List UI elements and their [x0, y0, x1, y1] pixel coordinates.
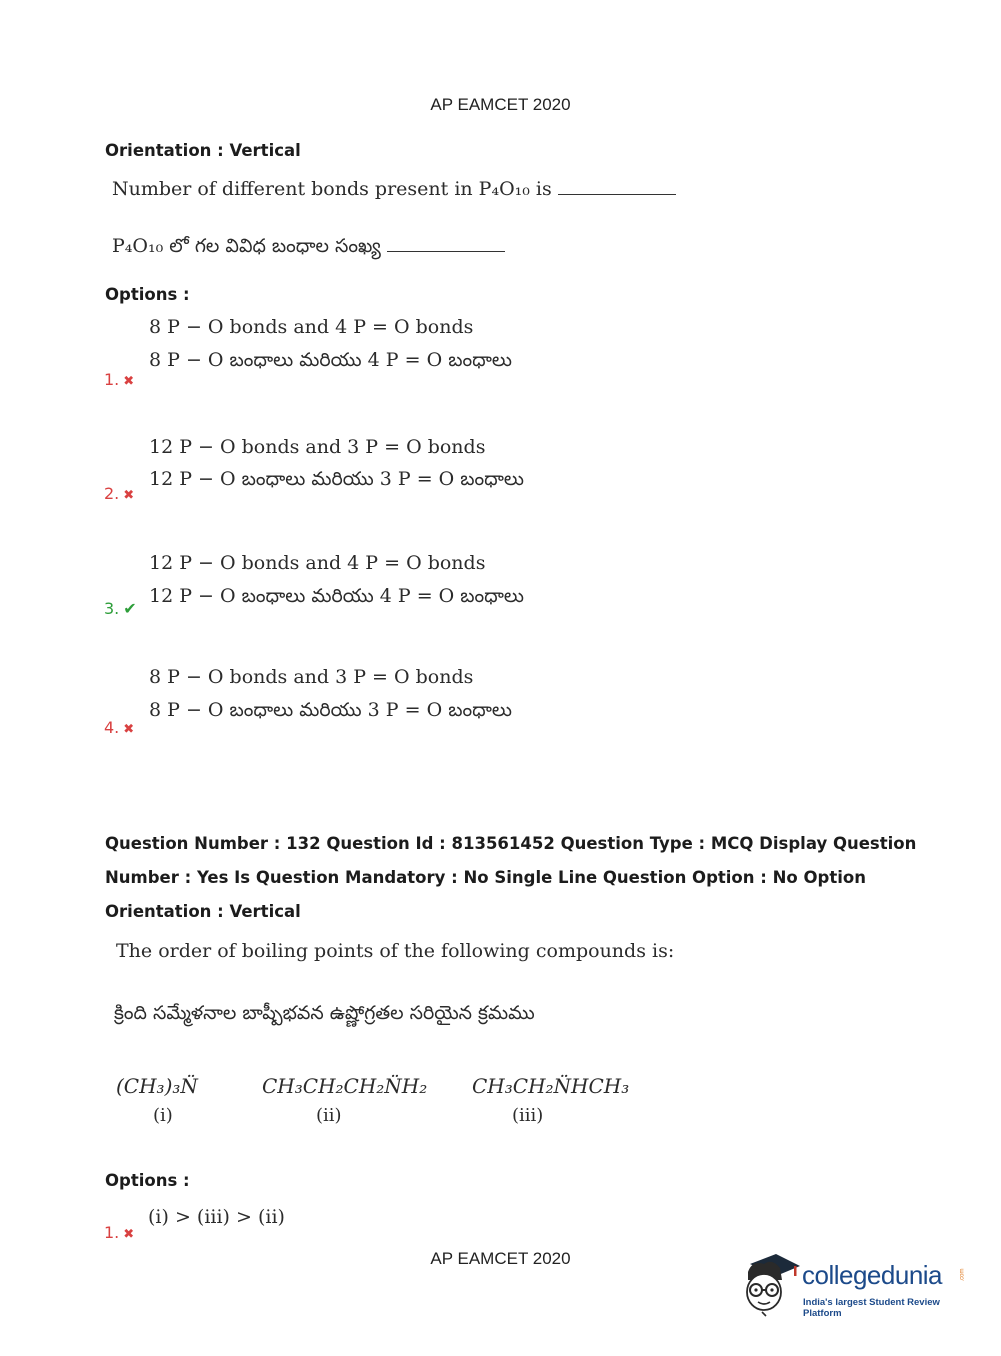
option-number: 1. [104, 1223, 120, 1242]
check-icon: ✔ [123, 599, 137, 618]
question-meta-line-2: Number : Yes Is Question Mandatory : No Single Line Question Option : No Option [105, 868, 866, 887]
logo-wordmark: collegedunia [802, 1260, 943, 1290]
collegedunia-logo[interactable] [742, 1250, 972, 1320]
question-text-en [112, 178, 676, 200]
question-text-te [112, 235, 505, 262]
options-label: Options : [105, 285, 190, 304]
option-3-en: 12 P − O bonds and 4 P = O bonds [149, 552, 486, 574]
orientation-label: Orientation : Vertical [105, 902, 301, 921]
option-2-te: 12 P − O బంధాలు మరియు 3 P = O బంధాలు [149, 468, 524, 490]
orientation-label: Orientation : Vertical [105, 141, 301, 160]
answer-blank [387, 237, 505, 252]
student-mascot-icon [742, 1250, 802, 1320]
cross-icon: ✖ [123, 488, 135, 503]
logo-domain: .com [959, 1268, 966, 1282]
option-3-te: 12 P − O బంధాలు మరియు 4 P = O బంధాలు [149, 585, 524, 607]
option-1-en: 8 P − O bonds and 4 P = O bonds [149, 316, 474, 338]
option-4-te: 8 P − O బంధాలు మరియు 3 P = O బంధాలు [149, 699, 512, 721]
logo-tagline: India's largest Student Review Platform [803, 1297, 940, 1319]
compound-ii-formula: CH₃CH₂CH₂N̈H₂ [262, 1074, 428, 1098]
question-meta-line-1: Question Number : 132 Question Id : 813561452 Question Type : MCQ Display Question [105, 834, 917, 853]
question-te-text: P₄O₁₀ లో గల వివిధ బంధాల సంఖ్య [112, 235, 381, 257]
compound-iii-label: (iii) [512, 1105, 544, 1126]
option-1-text: (i) > (iii) > (ii) [148, 1206, 285, 1228]
question-en-text: Number of different bonds present in P₄O₁₀ is [112, 178, 552, 200]
options-label: Options : [105, 1171, 190, 1190]
cross-icon: ✖ [123, 1227, 135, 1242]
answer-blank [558, 180, 676, 195]
option-4-en: 8 P − O bonds and 3 P = O bonds [149, 666, 474, 688]
option-2-en: 12 P − O bonds and 3 P = O bonds [149, 436, 486, 458]
option-3-marker[interactable] [104, 599, 137, 618]
option-number: 3. [104, 599, 120, 618]
option-1-marker[interactable] [104, 370, 134, 389]
cross-icon: ✖ [123, 374, 135, 389]
option-number: 4. [104, 718, 120, 737]
option-4-marker[interactable] [104, 718, 134, 737]
page-header: AP EAMCET 2020 [430, 95, 571, 114]
question-text-te: క్రింది సమ్మేళనాల బాష్పీభవన ఉష్ణోగ్రతల సరియైన క్రమము [114, 1002, 535, 1024]
compound-ii-label: (ii) [316, 1105, 342, 1126]
option-1-marker[interactable] [104, 1223, 134, 1242]
option-number: 2. [104, 484, 120, 503]
compound-i-formula: (CH₃)₃N̈ [116, 1074, 198, 1098]
cross-icon: ✖ [123, 722, 135, 737]
option-2-marker[interactable] [104, 484, 134, 503]
compound-i-label: (i) [153, 1105, 173, 1126]
page-footer: AP EAMCET 2020 [430, 1249, 571, 1268]
compound-iii-formula: CH₃CH₂N̈HCH₃ [472, 1074, 630, 1098]
option-number: 1. [104, 370, 120, 389]
question-text-en: The order of boiling points of the following compounds is: [116, 940, 675, 962]
option-1-te: 8 P − O బంధాలు మరియు 4 P = O బంధాలు [149, 349, 512, 371]
